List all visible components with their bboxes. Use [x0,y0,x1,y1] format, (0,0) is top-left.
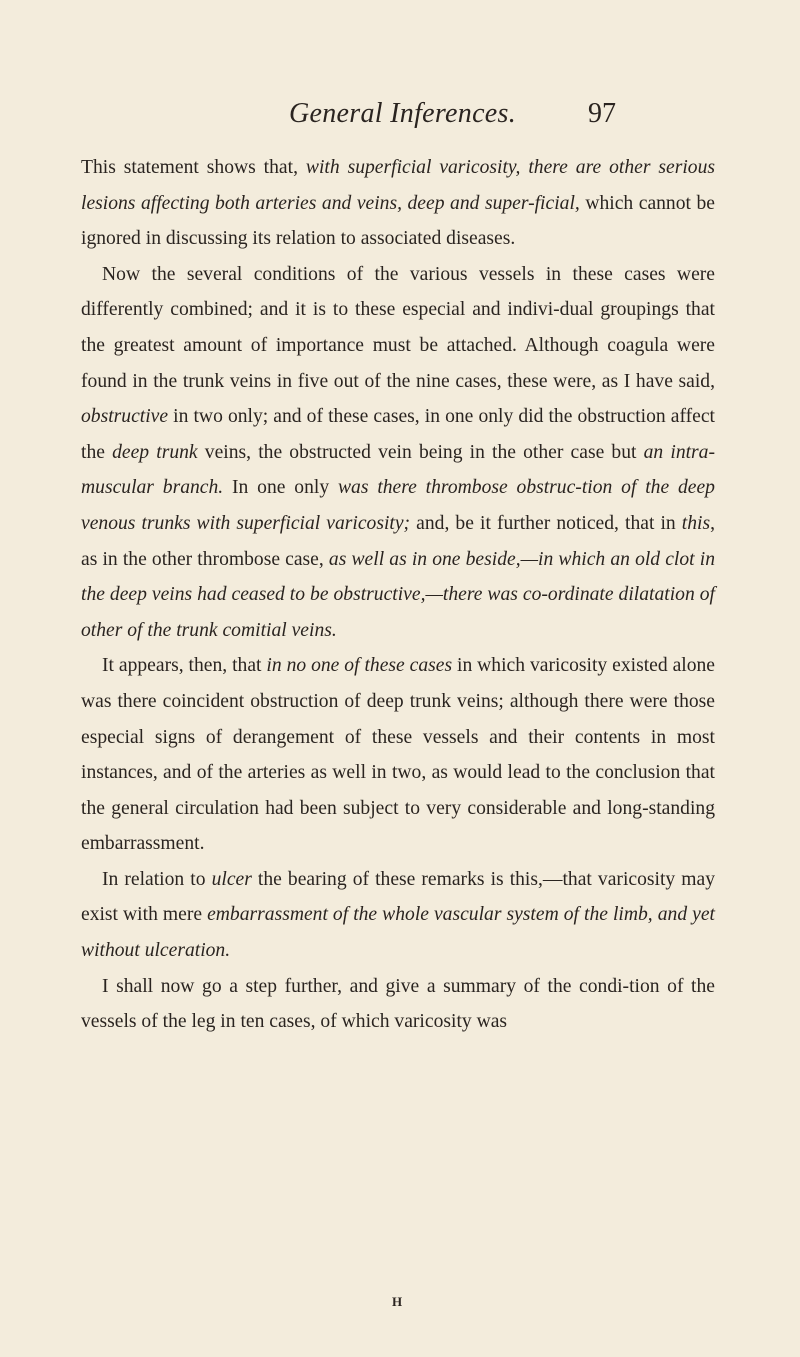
italic-run: this [681,512,711,534]
paragraph-2 [81,257,715,649]
text-run: in which varicosity existed alone was there coincident obstruction of deep trunk veins; although there were those especial signs of derangement of these vessels and their contents in most instances, and of the arteries as well in two, as would lead to the conclusion that the general circulation had been subject to very considerable and long-standing embarrassment. [81,655,715,855]
italic-run: an intra-muscular branch. [81,441,716,499]
signature-mark: H [392,1294,404,1309]
italic-run: obstructive [81,406,169,428]
italic-run: was there thrombose obstruc-tion of the deep venous trunks with superficial varicosity; [81,477,715,534]
text-run: the bearing of these remarks is this,—that varicosity may exist with mere [81,868,715,926]
text-run: veins, the obstructed vein being in the other case but [197,441,644,463]
text-run: , as in the other thrombose case, [81,512,716,570]
paragraph-4 [81,862,715,969]
body-text [81,150,715,1040]
text-run: This statement shows that, [81,157,306,178]
italic-run: embarrassment of the whole vascular system of the limb, and yet without ulceration. [81,904,715,962]
page-number: 97 [588,98,616,129]
text-run: which cannot be ignored in discussing its relation to associated diseases. [81,192,715,250]
paragraph-5 [81,969,715,1040]
text-run: I shall now go a step further, and give a summary of the condi-tion of the vessels of the leg in ten cases, of which varicosity was [81,975,715,1033]
running-title: General Inferences. [289,98,517,129]
text-run: In one only [223,477,338,499]
italic-run: with superficial varicosity, there are other serious lesions affecting both arteries and veins, deep and super-ficial, [81,157,715,214]
paragraph-1 [81,150,715,257]
page-header [0,98,800,138]
paragraph-3 [81,648,715,862]
text-run: Now the several conditions of the various vessels in these cases were differently combined; and it is to these especial and indivi-dual groupings that the greatest amount of importance must be attached. Although coagula were found in the trunk veins in five out of the nine cases, these were, as I have said, [81,263,715,392]
italic-run: deep trunk [112,441,198,463]
italic-run: as well as in one beside,—in which an old clot in the deep veins had ceased to be obstructive,—there was co-ordinate dilatation of other of the trunk comitial veins. [81,548,715,641]
text-run: in two only; and of these cases, in one only did the obstruction affect the [81,406,715,463]
text-run: In relation to [102,868,212,890]
text-run: and, be it further noticed, that in [410,512,682,534]
text-run: It appears, then, that [102,655,267,677]
italic-run: in no one of these cases [266,655,453,677]
italic-run: ulcer [211,868,252,890]
